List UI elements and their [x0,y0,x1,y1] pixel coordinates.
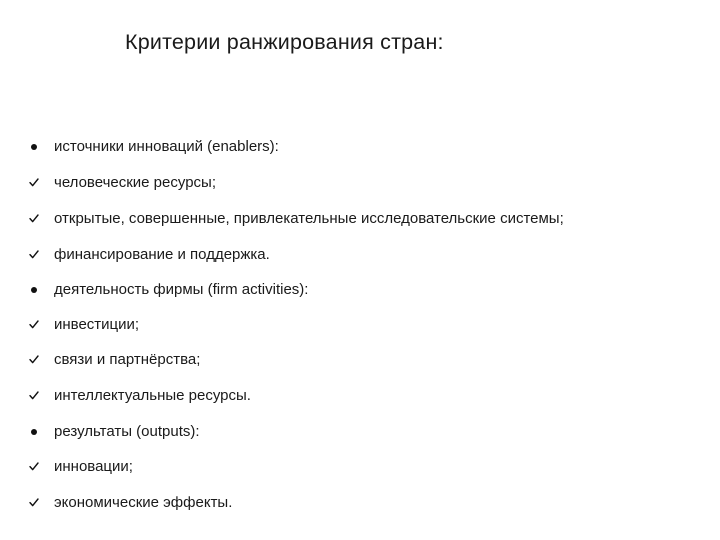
list-item-text: результаты (outputs): [54,423,200,440]
list-item-text: деятельность фирмы (firm activities): [54,281,309,298]
list-item-text: инвестиции; [54,316,140,333]
checkmark-icon [29,384,41,408]
list-item-text: источники инноваций (enablers): [54,138,279,155]
list-item-text: финансирование и поддержка. [54,246,270,263]
bullet-icon [29,278,41,302]
checkmark-icon [29,171,41,195]
list-item-text: человеческие ресурсы; [54,174,216,191]
list-item-text: инновации; [54,458,133,475]
list-item-text: экономические эффекты. [54,494,233,511]
bullet-icon [29,420,41,444]
list-item-text: связи и партнёрства; [54,351,201,368]
checkmark-icon [29,207,41,231]
checkmark-icon [29,348,41,372]
slide-title: Критерии ранжирования стран: [125,30,444,54]
list-item-text: открытые, совершенные, привлекательные исследовательские системы; [54,210,564,227]
checkmark-icon [29,313,41,337]
checkmark-icon [29,491,41,515]
checkmark-icon [29,243,41,267]
bullet-icon [29,135,41,159]
checkmark-icon [29,455,41,479]
list-item-text: интеллектуальные ресурсы. [54,387,251,404]
